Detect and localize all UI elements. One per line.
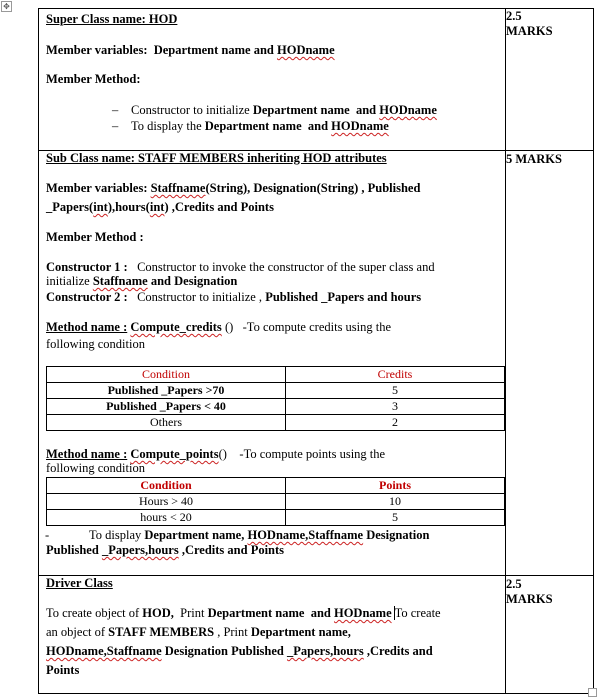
table-row	[47, 383, 505, 399]
var-hodname: HODname	[277, 43, 335, 57]
marks-driver-class: 2.5 MARKS	[506, 576, 594, 694]
member-variables-text: (String), Designation(String) , Published	[205, 181, 421, 195]
bullet-bold: Department name	[204, 119, 302, 133]
credits-table	[46, 366, 505, 431]
method-1-desc: -To compute credits using the	[242, 320, 392, 334]
driver-text: To create object of	[46, 606, 140, 620]
row-sub-class	[39, 151, 594, 576]
table-row	[47, 415, 505, 431]
driver-bold: ,Credits and	[366, 644, 433, 658]
dash-marker: -	[45, 528, 50, 542]
member-variables-text: _Papers(	[46, 200, 94, 214]
marks-sub-class: 5 MARKS	[506, 151, 594, 576]
member-variables-label: Member variables:	[46, 181, 148, 195]
constructor-1-text: Constructor to invoke the constructor of the super class and	[137, 260, 435, 274]
type-int: int	[93, 200, 108, 214]
method-1-label: Method name :	[46, 320, 128, 334]
member-variables-text: ),hours(	[107, 200, 150, 214]
driver-text: an object of	[46, 625, 106, 639]
method-2-desc: -To compute points using the	[239, 447, 386, 461]
credits-header-condition: Condition	[47, 367, 286, 383]
method-1-desc: following condition	[46, 337, 145, 351]
driver-hodname-staffname: HODname,Staffname	[46, 644, 162, 658]
driver-bold: Department name	[207, 606, 305, 620]
constructor-1-label: Constructor 1 :	[46, 260, 128, 274]
method-2-paren: ()	[218, 447, 227, 461]
points-table	[46, 477, 505, 526]
member-variables-text: ) ,Credits and Points	[164, 200, 274, 214]
driver-bold: HOD,	[142, 606, 174, 620]
sub-class-cell	[39, 151, 506, 576]
constructor-2-label: Constructor 2 :	[46, 290, 128, 304]
method-compute-points: Compute_points	[130, 447, 219, 461]
driver-bold: STAFF MEMBERS	[108, 625, 215, 639]
display-bold: ,Credits and Points	[181, 543, 285, 557]
constructor-1-staffname: Staffname	[92, 274, 148, 288]
table-resize-handle-icon[interactable]	[588, 688, 597, 697]
credits-header-credits: Credits	[286, 367, 505, 383]
method-compute-credits: Compute_credits	[130, 320, 222, 334]
table-row	[47, 510, 505, 526]
credits-condition-cell: Published _Papers < 40	[47, 399, 286, 415]
driver-class-title: Driver Class	[46, 576, 113, 590]
display-bold: Designation	[366, 528, 430, 542]
constructor-2-text: Constructor to initialize ,	[137, 290, 263, 304]
row-driver-class	[39, 576, 594, 694]
display-line	[46, 528, 498, 543]
bullet-hodname: HODname	[379, 103, 437, 117]
constructor-1-text: initialize	[46, 274, 90, 288]
driver-text: To create	[394, 606, 441, 620]
constructor-1-bold: and Designation	[150, 274, 238, 288]
credits-value-cell: 3	[286, 399, 505, 415]
points-value-cell: 5	[286, 510, 505, 526]
points-condition-cell: hours < 20	[47, 510, 286, 526]
super-class-title: Super Class name: HOD	[46, 12, 178, 26]
super-class-cell	[39, 9, 506, 151]
bullet-hodname: HODname	[331, 119, 389, 133]
bullet-text: To display the	[131, 119, 202, 133]
bullet-bold: Department name	[252, 103, 350, 117]
member-method-label: Member Method :	[46, 230, 144, 244]
display-bold: Department name,	[144, 528, 245, 542]
member-method-label: Member Method:	[46, 72, 141, 86]
driver-class-cell	[39, 576, 506, 694]
method-1-paren: ()	[224, 320, 234, 334]
bullet-text: Constructor to initialize	[131, 103, 250, 117]
display-hodname-staffname: HODname,Staffname	[247, 528, 364, 542]
type-int: int	[149, 200, 165, 214]
display-bold: Published	[46, 543, 99, 557]
points-value-cell: 10	[286, 494, 505, 510]
points-header-condition: Condition	[47, 478, 286, 494]
assignment-table	[38, 8, 594, 694]
bullet-constructor	[46, 103, 498, 118]
credits-value-cell: 2	[286, 415, 505, 431]
constructor-2-bold: Published _Papers and hours	[265, 290, 422, 304]
points-header-row	[47, 478, 505, 494]
credits-value-cell: 5	[286, 383, 505, 399]
and-text: and	[253, 43, 274, 57]
table-row	[47, 399, 505, 415]
driver-hodname: HODname	[333, 606, 392, 620]
driver-bold: Department name,	[250, 625, 351, 639]
display-papers-hours: _Papers,hours	[101, 543, 179, 557]
marks-super-class: 2.5 MARKS	[506, 9, 594, 151]
method-2-desc: following condition	[46, 461, 145, 475]
row-super-class	[39, 9, 594, 151]
driver-text: Print	[180, 606, 205, 620]
bullet-and: and	[307, 119, 329, 133]
table-move-handle-icon[interactable]: ✥	[1, 1, 12, 12]
var-staffname: Staffname	[150, 181, 206, 195]
table-row	[47, 494, 505, 510]
display-text: To display	[89, 528, 142, 542]
member-variables-label: Member variables:	[46, 43, 148, 57]
bullet-and: and	[355, 103, 377, 117]
bullet-display	[46, 119, 498, 134]
var-department-name: Department name	[153, 43, 251, 57]
credits-condition-cell: Published _Papers >70	[47, 383, 286, 399]
driver-bold: and	[310, 606, 331, 620]
driver-text: , Print	[217, 625, 248, 639]
sub-class-title: Sub Class name: STAFF MEMBERS inheriting HOD attributes	[46, 151, 387, 165]
driver-bold: Points	[46, 663, 80, 677]
driver-papers-hours: _Papers,hours	[287, 644, 364, 658]
points-header-points: Points	[286, 478, 505, 494]
credits-header-row	[47, 367, 505, 383]
credits-condition-cell: Others	[47, 415, 286, 431]
points-condition-cell: Hours > 40	[47, 494, 286, 510]
driver-bold: Designation Published	[164, 644, 284, 658]
method-2-label: Method name :	[46, 447, 128, 461]
